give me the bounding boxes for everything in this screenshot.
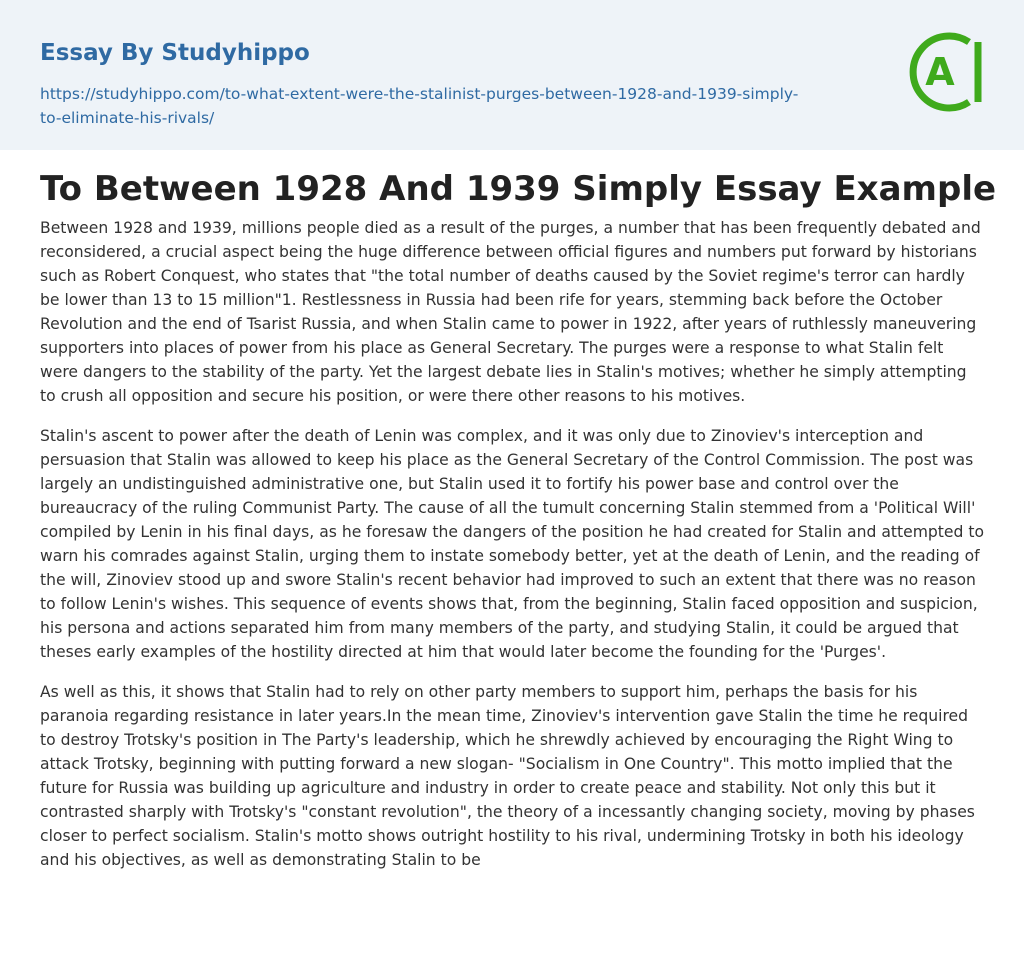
studyhippo-logo-icon[interactable] bbox=[904, 30, 988, 114]
site-title[interactable]: Essay By Studyhippo bbox=[40, 40, 310, 66]
essay-content bbox=[40, 216, 984, 888]
essay-paragraph: Stalin's ascent to power after the death of Lenin was complex, and it was only due to Zinoviev's interception and persuasion that Stalin was allowed to keep his place as the General Secretary of the Control Commission. The post was largely an undistinguished administrative one, but Stalin used it to fortify his power base and control over the bureaucracy of the ruling Communist Party. The cause of all the tumult concerning Stalin stemmed from a 'Political Will' compiled by Lenin in his final days, as he foresaw the dangers of the position he had created for Stalin and attempted to warn his comrades against Stalin, urging them to instate somebody better, yet at the death of Lenin, and the reading of the will, Zinoviev stood up and swore Stalin's recent behavior had improved to such an extent that there was no reason to follow Lenin's wishes. This sequence of events shows that, from the beginning, Stalin faced opposition and suspicion, his persona and actions separated him from many members of the party, and studying Stalin, it could be argued that theses early examples of the hostility directed at him that would later become the founding for the 'Purges'. bbox=[40, 427, 985, 661]
essay-paragraph: As well as this, it shows that Stalin had to rely on other party members to support him, perhaps the basis for his paranoia regarding resistance in later years.In the mean time, Zinoviev's intervention gave Stalin the time he required to destroy Trotsky's position in The Party's leadership, which he shrewdly achieved by encouraging the Right Wing to attack Trotsky, beginning with putting forward a new slogan- "Socialism in One Country". This motto implied that the future for Russia was building up agriculture and industry in order to create peace and stability. Not only this but it contrasted sharply with Trotsky's "constant revolution", the theory of a incessantly changing society, moving by phases closer to perfect socialism. Stalin's motto shows outright hostility to his rival, undermining Trotsky in both his ideology and his objectives, as well as demonstrating Stalin to be bbox=[40, 683, 975, 869]
essay-paragraph: Between 1928 and 1939, millions people died as a result of the purges, a number that has been frequently debated and reconsidered, a crucial aspect being the huge difference between official figures and numbers put forward by historians such as Robert Conquest, who states that "the total number of deaths caused by the Soviet regime's terror can hardly be lower than 13 to 15 million"1. Restlessness in Russia had been rife for years, stemming back before the October Revolution and the end of Tsarist Russia, and when Stalin came to power in 1922, after years of ruthlessly maneuvering supporters into places of power from his place as General Secretary. The purges were a response to what Stalin felt were dangers to the stability of the party. Yet the largest debate lies in Stalin's motives; whether he simply attempting to crush all opposition and secure his position, or were there other reasons to his motives. bbox=[40, 219, 981, 405]
site-header bbox=[0, 0, 1024, 150]
logo-letter: A bbox=[925, 50, 955, 94]
page-title: To Between 1928 And 1939 Simply Essay Example bbox=[40, 169, 997, 209]
essay-url-link[interactable]: https://studyhippo.com/to-what-extent-were-the-stalinist-purges-between-1928-and-1939-simply-to-eliminate-his-rivals/ bbox=[40, 85, 799, 127]
